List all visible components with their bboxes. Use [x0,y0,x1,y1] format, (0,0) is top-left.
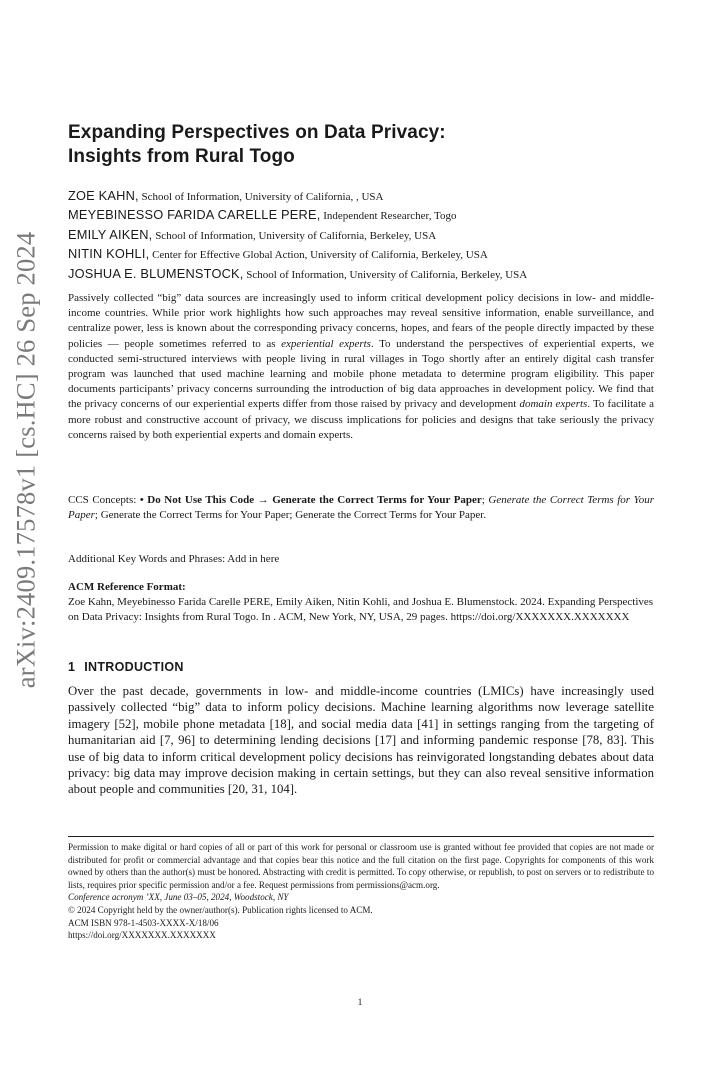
introduction-paragraph: Over the past decade, governments in low- and middle-income countries (LMICs) have increasingly used passively collected “big” data to inform policy decisions. Machine learning algorithms now leverage satellite imagery [52], mobile phone metadata [18], and social media data [41] in settings ranging from the targeting of humanitarian aid [7, 96] to determining lending decisions [17] and informing pandemic response [78, 83]. This use of big data to inform critical development policy decisions has reinvigorated longstanding debates about data privacy: big data may improve decision making in certain settings, but they can also reveal sensitive information about people and communities [20, 31, 104]. [68,684,654,797]
ccs-other-terms: ; Generate the Correct Terms for Your Paper; Generate the Correct Terms for Your Paper. [94,509,487,522]
author-affiliation: School of Information, University of California, Berkeley, USA [152,229,437,242]
acm-reference-format [68,580,654,626]
author-affiliation: School of Information, University of California, , USA [138,191,384,203]
section-number: 1 [68,660,76,674]
author-affiliation: School of Information, University of California, Berkeley, USA [243,268,528,281]
doi-link[interactable]: https://doi.org/XXXXXXX.XXXXXXX [68,930,216,941]
permission-footnote [68,841,654,942]
author-name: EMILY AIKEN, [68,226,153,242]
ccs-label: CCS Concepts: [68,494,140,506]
keywords: Additional Key Words and Phrases: Add in here [68,553,280,565]
abstract [68,291,654,443]
permission-notice: Permission to make digital or hard copies of all or part of this work for personal or classroom use is granted without fee provided that copies are not made or distributed for profit or commercial advantage and that copies bear this notice and the full citation on the first page. Copyrights for components of this work owned by others than the author(s) must be honored. Abstracting with credit is permitted. To copy otherwise, or republish, to post on servers or to redistribute to lists, requires prior specific permission and/or a fee. Request permissions from permissions@acm.org. [68,842,654,890]
ccs-italic-term: Generate the Correct Terms for Your Paper [68,494,654,522]
page-number: 1 [357,998,363,1008]
author-affiliation: Independent Researcher, Togo [320,210,457,223]
ccs-concepts [68,493,654,523]
reference-text: Zoe Kahn, Meyebinesso Farida Carelle PERE, Emily Aiken, Nitin Kohli, and Joshua E. Blumenstock. 2024. Expanding Perspectives on Data Privacy: Insights from Rural Togo. In . ACM, New York, NY, USA, 29 pages. https://doi.org/XXXXXXX.XXXXXXX [68,596,654,624]
section-heading [68,660,654,674]
author-entry [68,265,654,284]
author-entry [68,226,654,245]
title-line-1: Expanding Perspectives on Data Privacy: [68,122,446,143]
arxiv-identifier: arXiv:2409.17578v1 [cs.HC] 26 Sep 2024 [10,231,41,689]
author-name: MEYEBINESSO FARIDA CARELLE PERE, [68,207,321,223]
footnote-divider [68,836,654,837]
abstract-text-3: . To facilitate a more robust and constructive account of privacy, we discuss implications for policies and designs that take seriously the privacy concerns raised by both experiential experts and domain experts. [68,398,654,441]
author-name: ZOE KAHN, [68,188,139,203]
abstract-emphasis-2: domain experts [519,398,588,411]
copyright-notice: © 2024 Copyright held by the owner/author(s). Publication rights licensed to ACM. [68,904,373,915]
title-line-2: Insights from Rural Togo [68,146,295,167]
reference-heading: ACM Reference Format: [68,581,186,593]
author-entry [68,245,654,264]
author-name: NITIN KOHLI, [68,246,150,262]
author-name: JOSHUA E. BLUMENSTOCK, [68,265,244,281]
conference-info: Conference acronym ’XX, June 03–05, 2024, Woodstock, NY [68,892,289,903]
isbn: ACM ISBN 978-1-4503-XXXX-X/18/06 [68,917,219,928]
section-title: INTRODUCTION [84,660,184,674]
abstract-text-2: . To understand the perspectives of experiential experts, we conducted semi-structured interviews with people living in rural villages in Togo shortly after an entirely digital cash transfer program was launched that used machine learning and mobile phone metadata to determine program eligibility. This paper documents participants’ privacy concerns surrounding the introduction of big data approaches in development policy. We find that the privacy concerns of our experiential experts differ from those raised by privacy and development [68,337,654,411]
author-affiliation: Center for Effective Global Action, University of California, Berkeley, USA [149,249,488,262]
ccs-separator: ; [481,494,489,506]
abstract-emphasis-1: experiential experts [281,337,371,350]
author-entry [68,187,654,206]
paper-title [68,121,654,169]
author-list [68,187,654,284]
abstract-text-1: Passively collected “big” data sources are increasingly used to inform critical development policy decisions in low- and middle-income countries. While prior work highlights how such approaches may reveal sensitive information, enable surveillance, and centralize power, less is known about the corresponding privacy concerns, hopes, and fears of the people directly impacted by these policies — people sometimes referred to as [68,292,654,350]
author-entry [68,206,654,225]
ccs-primary-term: • Do Not Use This Code → Generate the Correct Terms for Your Paper [139,494,482,506]
